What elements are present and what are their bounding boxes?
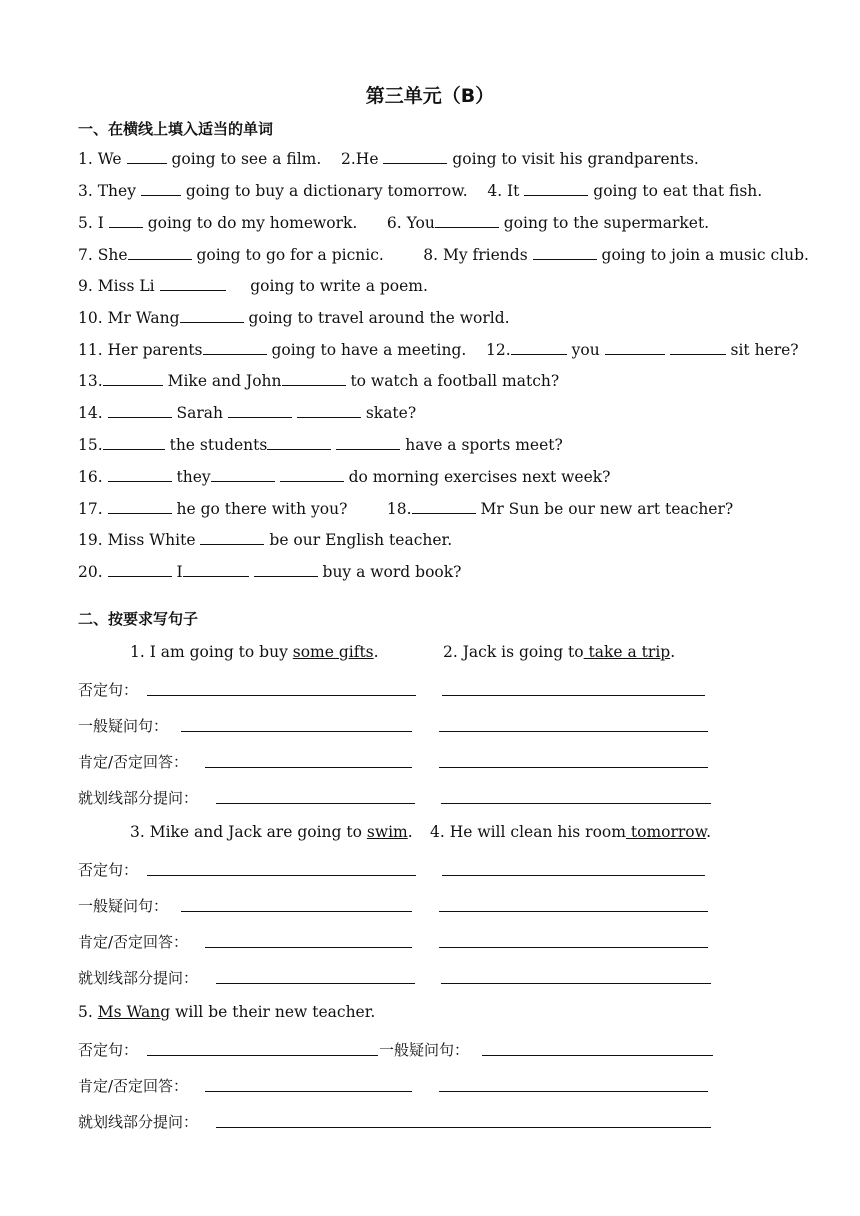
q16-blank-2[interactable] (211, 467, 275, 482)
q3-text-end: going to buy a dictionary tomorrow. (185, 182, 468, 200)
q18-text: 18. (386, 500, 412, 518)
q16-blank-1[interactable] (108, 467, 172, 482)
q13-text-end: to watch a football match? (350, 372, 560, 390)
question-line-15 (78, 435, 563, 455)
sentence-5-text: 5. (78, 1003, 98, 1021)
q5-blank[interactable] (109, 213, 143, 228)
q8-text-end: going to join a music club. (601, 246, 809, 264)
q18-blank[interactable] (412, 499, 476, 514)
q12-blank-3[interactable] (670, 340, 726, 355)
reply-answer-2[interactable] (439, 751, 708, 768)
question-line-3-4 (78, 181, 762, 201)
reply-label: 肯定/否定回答： (78, 1077, 189, 1095)
reply-answer-1[interactable] (205, 751, 412, 768)
wh-label: 就划线部分提问： (78, 789, 199, 807)
reply-answer-6[interactable] (439, 1075, 708, 1092)
sentence-1-end: . (373, 643, 379, 661)
question-line-7-8 (78, 245, 809, 265)
q4-blank[interactable] (524, 181, 588, 196)
q6-text: 6. You (386, 214, 435, 232)
negative-answer-3[interactable] (147, 859, 416, 876)
sentence-2-text: 2. Jack is going to (443, 643, 584, 661)
q14-text-end: skate? (365, 404, 417, 422)
q3-text: 3. They (78, 182, 136, 200)
q5-text-end: going to do my homework. (147, 214, 358, 232)
q20-blank-2[interactable] (183, 562, 249, 577)
question-answer-2[interactable] (439, 715, 708, 732)
sentence-2-end: . (670, 643, 676, 661)
sentence-2-underlined: take a trip (583, 643, 671, 661)
q15-text-mid: the students (169, 436, 268, 454)
sentence-3 (130, 823, 413, 841)
q12-text: 12. (486, 341, 511, 359)
question-line-10 (78, 308, 510, 328)
question-line-1-2 (78, 149, 699, 169)
q2-text: 2.He (341, 150, 379, 168)
negative-label: 否定句： (78, 861, 139, 879)
q13-blank-1[interactable] (103, 371, 163, 386)
question-answer-3[interactable] (181, 895, 412, 912)
q4-text: 4. It (487, 182, 520, 200)
sentence-3-underlined: swim (366, 823, 408, 841)
question-label: 一般疑问句： (78, 717, 169, 735)
q1-text: 1. We (78, 150, 122, 168)
question-line-5-6 (78, 213, 709, 233)
q12-text-mid: you (571, 341, 600, 359)
negative-answer-1[interactable] (147, 679, 416, 696)
q16-blank-3[interactable] (280, 467, 344, 482)
q13-text: 13. (78, 372, 103, 390)
q2-blank[interactable] (383, 149, 447, 164)
q19-text-end: be our English teacher. (269, 531, 453, 549)
q10-blank[interactable] (180, 308, 244, 323)
page-title: 第三单元（B） (365, 85, 495, 107)
q20-text-mid: I (176, 563, 183, 581)
q2-text-end: going to visit his grandparents. (452, 150, 699, 168)
question-line-14 (78, 403, 416, 423)
q16-text-end: do morning exercises next week? (348, 468, 611, 486)
q18-text-end: Mr Sun be our new art teacher? (480, 500, 734, 518)
wh-answer-4[interactable] (441, 967, 711, 984)
sentence-4-text: 4. He will clean his room (430, 823, 626, 841)
q12-blank-1[interactable] (511, 340, 567, 355)
question-line-19 (78, 530, 452, 550)
question-answer-4[interactable] (439, 895, 708, 912)
sentence-3-end: . (407, 823, 413, 841)
section2-heading: 二、按要求写句子 (78, 610, 199, 628)
wh-answer-5[interactable] (216, 1111, 711, 1128)
q17-blank[interactable] (108, 499, 172, 514)
wh-answer-2[interactable] (441, 787, 711, 804)
q4-text-end: going to eat that fish. (593, 182, 763, 200)
q13-blank-2[interactable] (282, 371, 346, 386)
q1-blank[interactable] (127, 149, 167, 164)
q9-blank[interactable] (160, 276, 226, 291)
q3-blank[interactable] (141, 181, 181, 196)
q17-text-end: he go there with you? (176, 500, 348, 518)
q20-text-end: buy a word book? (322, 563, 462, 581)
question-label-inline: 一般疑问句： (379, 1041, 470, 1059)
sentence-5 (78, 1003, 375, 1021)
q5-text: 5. I (78, 214, 104, 232)
q20-blank-3[interactable] (254, 562, 318, 577)
wh-answer-3[interactable] (216, 967, 415, 984)
q20-text: 20. (78, 563, 103, 581)
q19-text: 19. Miss White (78, 531, 196, 549)
question-answer-5[interactable] (482, 1039, 713, 1056)
q6-text-end: going to the supermarket. (503, 214, 710, 232)
q8-text: 8. My friends (423, 246, 528, 264)
q16-text: 16. (78, 468, 103, 486)
q1-text-end: going to see a film. (171, 150, 322, 168)
sentence-2 (443, 643, 675, 661)
reply-label: 肯定/否定回答： (78, 753, 189, 771)
sentence-3-text: 3. Mike and Jack are going to (130, 823, 367, 841)
q6-blank[interactable] (435, 213, 499, 228)
q9-text: 9. Miss Li (78, 277, 155, 295)
q12-text-end: sit here? (730, 341, 799, 359)
q14-blank-1[interactable] (108, 403, 172, 418)
q12-blank-2[interactable] (605, 340, 665, 355)
section1-heading: 一、在横线上填入适当的单词 (78, 120, 274, 138)
q11-text-end: going to have a meeting. (271, 341, 467, 359)
wh-label: 就划线部分提问： (78, 1113, 199, 1131)
q15-text-end: have a sports meet? (405, 436, 563, 454)
reply-answer-4[interactable] (439, 931, 708, 948)
reply-answer-5[interactable] (205, 1075, 412, 1092)
q14-blank-3[interactable] (297, 403, 361, 418)
q8-blank[interactable] (533, 245, 597, 260)
question-answer-1[interactable] (181, 715, 412, 732)
sentence-1 (130, 643, 379, 661)
q16-text-mid: they (176, 468, 211, 486)
q14-text: 14. (78, 404, 103, 422)
negative-answer-2[interactable] (442, 679, 705, 696)
q17-text: 17. (78, 500, 103, 518)
wh-label: 就划线部分提问： (78, 969, 199, 987)
q11-text: 11. Her parents (78, 341, 203, 359)
q13-text-mid: Mike and John (167, 372, 282, 390)
question-line-17-18 (78, 499, 733, 519)
question-line-20 (78, 562, 461, 582)
q10-text-end: going to travel around the world. (248, 309, 510, 327)
q7-text-end: going to go for a picnic. (196, 246, 384, 264)
q20-blank-1[interactable] (108, 562, 172, 577)
q19-blank[interactable] (200, 530, 264, 545)
q15-text: 15. (78, 436, 103, 454)
negative-label: 否定句： (78, 1041, 139, 1059)
q15-blank-2[interactable] (267, 435, 331, 450)
negative-answer-4[interactable] (442, 859, 705, 876)
q14-text-mid: Sarah (176, 404, 224, 422)
negative-answer-5[interactable] (147, 1039, 378, 1056)
sentence-5-underlined: Ms Wang (97, 1003, 171, 1021)
sentence-4-underlined: tomorrow (625, 823, 707, 841)
question-line-13 (78, 371, 559, 391)
reply-label: 肯定/否定回答： (78, 933, 189, 951)
q15-blank-1[interactable] (103, 435, 165, 450)
question-line-9 (78, 276, 428, 296)
sentence-4-end: . (706, 823, 711, 841)
q15-blank-3[interactable] (336, 435, 400, 450)
q9-text-end: going to write a poem. (250, 277, 428, 295)
question-line-16 (78, 467, 610, 487)
q7-text: 7. She (78, 246, 128, 264)
q11-blank[interactable] (203, 340, 267, 355)
question-line-11-12 (78, 340, 799, 360)
sentence-5-end: will be their new teacher. (170, 1003, 376, 1021)
sentence-4 (430, 823, 711, 841)
question-label: 一般疑问句： (78, 897, 169, 915)
reply-answer-3[interactable] (205, 931, 412, 948)
q7-blank[interactable] (128, 245, 192, 260)
negative-label: 否定句： (78, 681, 139, 699)
wh-answer-1[interactable] (216, 787, 415, 804)
q10-text: 10. Mr Wang (78, 309, 180, 327)
q14-blank-2[interactable] (228, 403, 292, 418)
sentence-1-text: 1. I am going to buy (130, 643, 293, 661)
sentence-1-underlined: some gifts (292, 643, 374, 661)
